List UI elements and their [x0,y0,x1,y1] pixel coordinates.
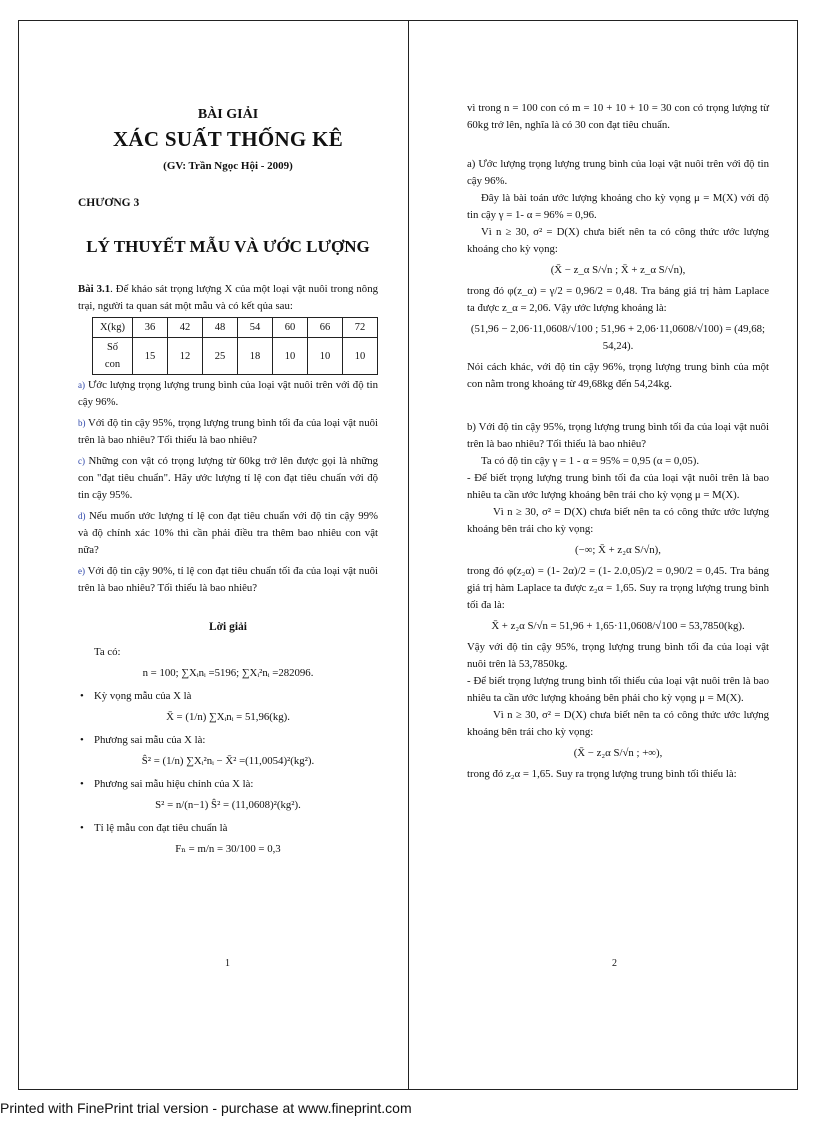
question-d: d) Nếu muốn ước lượng tỉ lệ con đạt tiêu chuẩn với độ tin cậy 99% và độ chính xác 10% thì cần phải điều tra thêm bao nhiêu con vật nữa? [78,510,378,556]
table-cell: 25 [203,338,238,375]
table-cell: 10 [343,338,378,375]
table-cell: 48 [203,318,238,338]
footer-watermark: Printed with FinePrint trial version - purchase at www.fineprint.com [0,1100,412,1116]
table-cell: 15 [133,338,168,375]
part-b-text-4: trong đó φ(z₂α) = (1- 2α)/2 = (1- 2.0,05)/2 = 0,90/2 = 0,45. Tra bảng giá trị hàm Laplace ta được z₂α = 1,65. Suy ra trọng lượng trung bình tối đa là: [467,565,769,611]
title-small: BÀI GIẢI [197,107,259,122]
title-big: XÁC SUẤT THỐNG KÊ [112,127,344,151]
table-cell: 10 [308,338,343,375]
table-cell: X(kg) [93,318,133,338]
formula-left-ci-numeric: X̄ + z₂α S/√n = 51,96 + 1,65·11,0608/√100 = 53,7850(kg). [491,620,745,632]
question-c: c) Những con vật có trọng lượng từ 60kg trở lên được gọi là những con "đạt tiêu chuẩn". Hãy ước lượng tỉ lệ con đạt tiêu chuẩn với độ tin cậy 95%. [78,455,378,501]
formula-ci: (X̄ − z_α S/√n ; X̄ + z_α S/√n), [550,264,686,276]
formula-proportion: Fₙ = m/n = 30/100 = 0,3 [175,843,281,855]
right-intro: vì trong n = 100 con có m = 10 + 10 + 10 = 30 con có trọng lượng từ 60kg trở lên, nghĩa là có 30 con đạt tiêu chuẩn. [467,102,769,131]
part-b-text-2: - Để biết trọng lượng trung bình tối đa của loại vật nuôi trên là bao nhiêu ta cần ước lượng khoảng bên trái cho kỳ vọng μ = M(X). [467,472,769,501]
formula-mean: X̄ = (1/n) ∑Xᵢnᵢ = 51,96(kg). [166,711,290,723]
left-page [78,100,378,862]
bullet-mean: • Kỳ vọng mẫu của X là [78,688,378,705]
table-cell: Số con [93,338,133,375]
page-number-2: 2 [612,958,617,969]
part-a-text-2: Vì n ≥ 30, σ² = D(X) chưa biết nên ta có công thức ước lượng khoảng cho kỳ vọng: [467,226,769,255]
formula-variance: Ŝ² = (1/n) ∑Xᵢ²nᵢ − X̄² =(11,0054)²(kg²). [141,755,315,767]
column-divider [408,20,409,1090]
chapter-title: LÝ THUYẾT MẪU VÀ ƯỚC LƯỢNG [86,237,370,256]
table-cell: 72 [343,318,378,338]
chapter-label: CHƯƠNG 3 [78,197,140,209]
solution-heading: Lời giải [209,621,247,633]
table-row [93,318,378,338]
problem-label: Bài 3.1 [78,283,111,295]
bullet-proportion: • Tỉ lệ mẫu con đạt tiêu chuẩn là [78,820,378,837]
author-line: (GV: Trần Ngọc Hội - 2009) [163,160,293,172]
part-b-text-6: - Để biết trọng lượng trung bình tối thiểu của loại vật nuôi trên là bao nhiêu ta cần ước lượng khoảng bên phải cho kỳ vọng μ = M(X). [467,675,769,704]
taco-text: Ta có: [94,646,121,658]
table-cell: 18 [238,338,273,375]
right-page [467,100,769,783]
table-row [93,338,378,375]
part-a-text-1: Đây là bài toán ước lượng khoảng cho kỳ vọng μ = M(X) với độ tin cậy γ = 1- α = 96% = 0,96. [467,192,769,221]
table-cell: 66 [308,318,343,338]
part-b-text-3: Vì n ≥ 30, σ² = D(X) chưa biết nên ta có công thức ước lượng khoảng bên trái cho kỳ vọng: [467,506,769,535]
part-b-text-5: Vậy với độ tin cậy 95%, trọng lượng trung bình tối đa của loại vật nuôi trên là 53,7850kg. [467,641,769,670]
problem-statement [78,281,378,315]
table-cell: 12 [168,338,203,375]
formula-right-ci: (X̄ − z₂α S/√n ; +∞), [573,747,663,759]
part-a-conclusion: Nói cách khác, với độ tin cậy 96%, trọng lượng trung bình của một con nằm trong khoảng từ 49,68kg đến 54,24kg. [467,361,769,390]
question-a: a) Ước lượng trọng lượng trung bình của loại vật nuôi trên với độ tin cậy 96%. [78,379,378,408]
problem-text: . Để khảo sát trọng lượng X của một loại vật nuôi trong nông trại, người ta quan sát một mẫu và có kết qủa sau: [78,283,378,312]
table-cell: 10 [273,338,308,375]
table-cell: 54 [238,318,273,338]
table-cell: 36 [133,318,168,338]
bullet-corrected-variance: • Phương sai mẫu hiệu chỉnh của X là: [78,776,378,793]
part-b-text-8: trong đó z₂α = 1,65. Suy ra trọng lượng trung bình tối thiểu là: [467,768,737,780]
bullet-variance: • Phương sai mẫu của X là: [78,732,378,749]
part-a-text-3: trong đó φ(z_α) = γ/2 = 0,96/2 = 0,48. Tra bảng giá trị hàm Laplace ta được z_α = 2,06. Vậy ước lượng khoảng là: [467,285,769,314]
question-b: b) Với độ tin cậy 95%, trọng lượng trung bình tối đa của loại vật nuôi trên là bao nhiêu? Tối thiểu là bao nhiêu? [78,417,378,446]
formula-left-ci: (−∞; X̄ + z₂α S/√n), [575,544,661,556]
table-cell: 42 [168,318,203,338]
part-b-text-1: Ta có độ tin cậy γ = 1 - α = 95% = 0,95 (α = 0,05). [481,455,700,467]
part-a-heading: a) Ước lượng trọng lượng trung bình của loại vật nuôi trên với độ tin cậy 96%. [467,158,769,187]
part-b-heading: b) Với độ tin cậy 95%, trọng lượng trung bình tối đa của loại vật nuôi trên là bao nhiêu? Tối thiểu là bao nhiêu? [467,421,769,450]
data-table [92,317,378,375]
formula-corrected-variance: S² = n/(n−1) Ŝ² = (11,0608)²(kg²). [155,799,301,811]
table-cell: 60 [273,318,308,338]
formula-sums: n = 100; ∑Xᵢnᵢ =5196; ∑Xᵢ²nᵢ =282096. [142,667,314,679]
page-number-1: 1 [225,958,230,969]
part-b-text-7: Vì n ≥ 30, σ² = D(X) chưa biết nên ta có công thức ước lượng khoảng bên trái cho kỳ vọng: [467,709,769,738]
formula-ci-numeric: (51,96 − 2,06·11,0608/√100 ; 51,96 + 2,06·11,0608/√100) = (49,68; 54,24). [470,323,766,352]
question-e: e) Với độ tin cậy 90%, tỉ lệ con đạt tiêu chuẩn tối đa của loại vật nuôi trên là bao nhiêu? Tối thiểu là bao nhiêu? [78,565,378,594]
